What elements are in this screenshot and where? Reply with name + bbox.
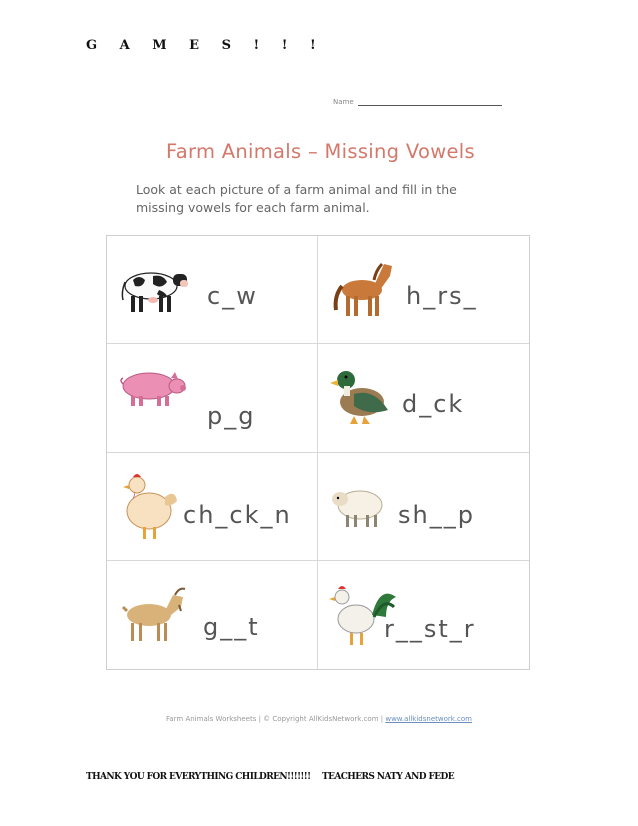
missing-vowel-word: g__t xyxy=(203,612,260,641)
missing-vowel-word: p_g xyxy=(207,402,256,431)
missing-vowel-word: r__st_r xyxy=(384,614,476,643)
grid-cell-rooster xyxy=(318,561,529,669)
chicken-icon xyxy=(113,467,193,547)
missing-vowel-word: d_ck xyxy=(402,390,465,419)
grid-cell-cow xyxy=(107,236,318,344)
duck-icon xyxy=(324,358,404,438)
horse-icon xyxy=(324,250,404,330)
footer-copyright: Farm Animals Worksheets | © Copyright AllKidsNetwork.com | xyxy=(165,715,384,723)
animal-grid xyxy=(106,235,530,670)
worksheet-footer xyxy=(0,715,638,723)
sheep-icon xyxy=(324,467,404,547)
worksheet-title: Farm Animals – Missing Vowels xyxy=(166,140,475,163)
grid-cell-duck xyxy=(318,344,529,452)
grid-cell-horse xyxy=(318,236,529,344)
pig-icon xyxy=(113,358,193,438)
missing-vowel-word: ch_ck_n xyxy=(183,500,292,529)
missing-vowel-word: c_w xyxy=(207,282,258,310)
grid-cell-chicken xyxy=(107,453,318,561)
name-underline xyxy=(358,99,502,106)
grid-cell-goat xyxy=(107,561,318,669)
grid-cell-sheep xyxy=(318,453,529,561)
footer-link[interactable]: www.allkidsnetwork.com xyxy=(385,715,472,723)
name-label: Name xyxy=(333,98,354,106)
bottom-teachers: TEACHERS NATY AND FEDE xyxy=(322,772,455,782)
goat-icon xyxy=(113,575,193,655)
bottom-thanks: THANK YOU FOR EVERYTHING CHILDREN!!!!!!! xyxy=(86,772,311,782)
name-field xyxy=(333,98,502,106)
grid-cell-pig xyxy=(107,344,318,452)
worksheet-instructions: Look at each picture of a farm animal and fill in the missing vowels for each farm animal. xyxy=(136,182,457,215)
page-header: G A M E S ! ! ! xyxy=(86,38,325,53)
missing-vowel-word: h_rs_ xyxy=(406,282,478,310)
cow-icon xyxy=(113,250,193,330)
missing-vowel-word: sh__p xyxy=(398,500,475,529)
